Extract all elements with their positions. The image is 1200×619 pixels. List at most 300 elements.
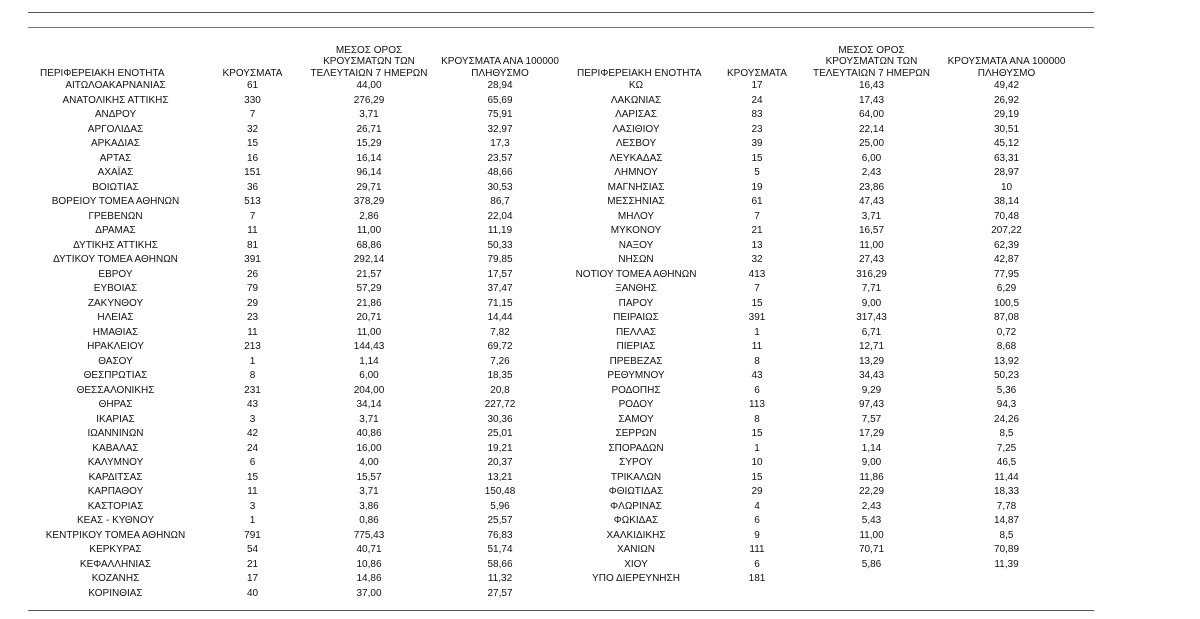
table-row (565, 442, 1077, 457)
cases-cell: 11 (247, 326, 258, 338)
cases-cell: 21 (246, 558, 259, 570)
region-cell: ΚΑΡΠΑΘΟΥ (87, 486, 144, 497)
cases-cell: 61 (246, 80, 259, 91)
avg7-cell: 4,00 (359, 457, 379, 468)
per100k-cell: 38,14 (993, 196, 1020, 207)
avg7-cell: 68,86 (356, 239, 382, 251)
per100k-cell (936, 572, 1077, 587)
avg7-cell: 1,14 (359, 355, 379, 367)
avg7-cell: 11,00 (859, 239, 884, 251)
avg7-cell: 40,86 (356, 428, 382, 439)
avg7-cell: 15,29 (356, 138, 382, 149)
cases-cell: 1 (754, 326, 760, 338)
region-cell: ΙΚΑΡΙΑΣ (96, 413, 135, 425)
left-table-body (28, 79, 564, 601)
region-cell: ΠΑΡΟΥ (618, 297, 654, 309)
table-row (565, 355, 1077, 370)
region-cell: ΠΙΕΡΙΑΣ (616, 341, 656, 352)
cases-cell: 23 (751, 123, 763, 135)
cases-cell: 13 (751, 239, 763, 251)
table-row (28, 572, 564, 587)
region-cell: ΦΛΩΡΙΝΑΣ (610, 500, 662, 512)
table-row (28, 94, 564, 109)
region-cell: ΘΑΣΟΥ (98, 355, 133, 367)
table-row (565, 340, 1077, 355)
per100k-cell: 86,7 (490, 196, 510, 207)
table-row (28, 195, 564, 210)
header-cases: ΚΡΟΥΣΜΑΤΑ (727, 67, 787, 79)
cases-cell: 11 (247, 225, 258, 236)
per100k-cell: 14,87 (993, 515, 1020, 526)
header-region: ΠΕΡΙΦΕΡΕΙΑΚΗ ΕΝΟΤΗΤΑ (40, 67, 165, 79)
avg7-cell: 70,71 (858, 544, 885, 555)
per100k-cell: 14,44 (487, 312, 513, 323)
cases-cell: 8 (754, 355, 760, 367)
cases-cell: 7 (754, 210, 760, 222)
region-cell: ΓΡΕΒΕΝΩΝ (88, 210, 143, 222)
table-row (28, 514, 564, 529)
region-cell: ΗΛΕΙΑΣ (97, 312, 134, 323)
avg7-cell: 14,86 (356, 573, 382, 584)
cases-cell: 330 (244, 94, 261, 106)
cases-cell: 32 (751, 254, 763, 265)
header-per100k: ΚΡΟΥΣΜΑΤΑ ΑΝΑ 100000 ΠΛΗΘΥΣΜΟ (947, 56, 1066, 79)
table-row (28, 369, 564, 384)
cases-cell: 391 (244, 254, 261, 265)
avg7-cell: 64,00 (858, 109, 885, 120)
table-row (28, 543, 564, 558)
region-cell: ΠΕΙΡΑΙΩΣ (613, 312, 659, 323)
per100k-cell: 70,48 (993, 210, 1020, 222)
region-cell: ΣΥΡΟΥ (619, 457, 653, 468)
cases-cell: 15 (751, 428, 763, 439)
table-row (28, 224, 564, 239)
table-row (28, 427, 564, 442)
cases-cell: 15 (246, 138, 259, 149)
avg7-cell: 378,29 (353, 196, 385, 207)
cases-cell: 16 (246, 152, 259, 164)
table-row (565, 253, 1077, 268)
table-row (28, 268, 564, 283)
avg7-cell: 6,00 (861, 152, 882, 164)
region-cell: ΥΠΟ ΔΙΕΡΕΥΝΗΣΗ (592, 573, 680, 584)
per100k-cell: 11,32 (487, 573, 513, 584)
cases-cell: 9 (754, 529, 760, 541)
region-cell: ΝΗΣΩΝ (618, 254, 654, 265)
table-row (28, 311, 564, 326)
table-row (28, 456, 564, 471)
cases-cell: 7 (249, 210, 256, 222)
per100k-cell: 23,57 (487, 152, 513, 164)
per100k-cell: 28,94 (487, 80, 513, 91)
per100k-cell: 100,5 (993, 297, 1020, 309)
region-cell: ΚΕΑΣ - ΚΥΘΝΟΥ (77, 515, 154, 526)
table-row (28, 253, 564, 268)
avg7-cell: 22,14 (858, 123, 885, 135)
per100k-cell: 50,23 (993, 370, 1020, 381)
cases-cell: 79 (246, 283, 259, 294)
per100k-cell: 87,08 (993, 312, 1020, 323)
avg7-cell: 21,57 (356, 268, 382, 280)
region-cell: ΡΕΘΥΜΝΟΥ (607, 370, 665, 381)
table-row (28, 282, 564, 297)
avg7-cell: 7,71 (861, 283, 882, 294)
per100k-cell: 63,31 (993, 152, 1020, 164)
per100k-cell: 5,96 (490, 500, 510, 512)
region-cell: ΗΜΑΘΙΑΣ (92, 326, 139, 338)
per100k-cell: 27,57 (487, 587, 513, 599)
per100k-cell: 8,5 (999, 529, 1014, 541)
avg7-cell: 16,00 (356, 442, 382, 454)
per100k-cell: 32,97 (487, 123, 513, 135)
table-row (28, 587, 564, 602)
cases-cell: 81 (246, 239, 259, 251)
cases-cell: 24 (751, 94, 763, 106)
cases-cell: 181 (748, 573, 766, 584)
cases-cell: 111 (749, 544, 765, 555)
cases-cell: 413 (748, 268, 766, 280)
region-cell: ΖΑΚΥΝΘΟΥ (87, 297, 144, 309)
table-row (565, 558, 1077, 573)
per100k-cell: 45,12 (993, 138, 1020, 149)
per100k-cell: 77,95 (993, 268, 1020, 280)
region-cell: ΚΟΖΑΝΗΣ (91, 573, 140, 584)
region-cell: ΠΡΕΒΕΖΑΣ (609, 355, 663, 367)
per100k-cell: 69,72 (487, 341, 513, 352)
table-row (565, 210, 1077, 225)
avg7-cell: 57,29 (356, 283, 382, 294)
region-cell: ΠΕΛΛΑΣ (615, 326, 657, 338)
region-cell: ΘΕΣΣΑΛΟΝΙΚΗΣ (76, 384, 155, 396)
per100k-cell: 46,5 (996, 457, 1017, 468)
per100k-cell: 8,68 (996, 341, 1017, 352)
per100k-cell: 0,72 (996, 326, 1017, 338)
region-cell: ΚΕΝΤΡΙΚΟΥ ΤΟΜΕΑ ΑΘΗΝΩΝ (45, 529, 186, 541)
cases-cell: 1 (249, 515, 256, 526)
table-row (28, 166, 564, 181)
table-row (565, 181, 1077, 196)
per100k-cell: 62,39 (993, 239, 1020, 251)
avg7-cell: 2,43 (861, 167, 882, 178)
per100k-cell: 13,21 (487, 471, 513, 483)
cases-cell: 1 (754, 442, 760, 454)
per100k-cell: 207,22 (991, 225, 1022, 236)
per100k-cell: 20,8 (490, 384, 510, 396)
avg7-cell: 23,86 (858, 181, 885, 193)
avg7-cell: 11,00 (356, 225, 382, 236)
region-cell: ΣΕΡΡΩΝ (615, 428, 657, 439)
per100k-cell: 25,57 (487, 515, 513, 526)
left-cases-table (28, 36, 564, 601)
avg7-cell: 317,43 (856, 312, 887, 323)
region-cell: ΒΟΡΕΙΟΥ ΤΟΜΕΑ ΑΘΗΝΩΝ (51, 196, 180, 207)
avg7-cell: 5,86 (861, 558, 882, 570)
region-cell: ΡΟΔΟΠΗΣ (611, 384, 661, 396)
region-cell: ΑΝΔΡΟΥ (94, 109, 137, 120)
per100k-cell: 75,91 (487, 109, 513, 120)
table-row (565, 427, 1077, 442)
table-row (28, 558, 564, 573)
cases-cell: 17 (751, 80, 763, 91)
region-cell: ΦΩΚΙΔΑΣ (613, 515, 659, 526)
region-cell: ΒΟΙΩΤΙΑΣ (92, 181, 139, 193)
table-row (565, 297, 1077, 312)
region-cell: ΑΧΑΪΑΣ (97, 167, 134, 178)
per100k-cell: 28,97 (993, 167, 1020, 178)
cases-cell: 21 (751, 225, 763, 236)
cases-cell: 8 (754, 413, 760, 425)
avg7-cell: 34,43 (858, 370, 885, 381)
avg7-cell: 44,00 (356, 80, 382, 91)
avg7-cell: 12,71 (858, 341, 885, 352)
table-row (565, 514, 1077, 529)
table-row (565, 500, 1077, 515)
per100k-cell: 37,47 (487, 283, 513, 294)
region-cell: ΝΑΞΟΥ (618, 239, 654, 251)
avg7-cell (807, 572, 936, 587)
avg7-cell: 3,86 (359, 500, 379, 512)
per100k-cell: 8,5 (999, 428, 1014, 439)
top-rule (28, 12, 1094, 13)
avg7-cell: 29,71 (356, 181, 382, 193)
region-cell: ΣΑΜΟΥ (618, 413, 654, 425)
region-cell: ΕΒΡΟΥ (98, 268, 133, 280)
per100k-cell: 71,15 (487, 297, 513, 309)
cases-cell: 32 (246, 123, 259, 135)
table-row (565, 239, 1077, 254)
region-cell: ΧΙΟΥ (624, 558, 648, 570)
table-row (28, 137, 564, 152)
per100k-cell: 51,74 (487, 544, 513, 555)
region-cell: ΔΥΤΙΚΗΣ ΑΤΤΙΚΗΣ (73, 239, 158, 251)
avg7-cell: 10,86 (356, 558, 382, 570)
per100k-cell: 17,57 (487, 268, 513, 280)
region-cell: ΔΡΑΜΑΣ (95, 225, 136, 236)
region-cell: ΙΩΑΝΝΙΝΩΝ (87, 428, 144, 439)
per100k-cell: 18,35 (487, 370, 513, 381)
cases-cell: 39 (751, 138, 763, 149)
per100k-cell: 11,19 (487, 225, 513, 236)
avg7-cell: 775,43 (353, 529, 385, 541)
cases-cell: 29 (246, 297, 259, 309)
cases-cell: 3 (249, 500, 256, 512)
avg7-cell: 9,00 (861, 297, 882, 309)
table-row (28, 297, 564, 312)
per100k-cell: 79,85 (487, 254, 513, 265)
per100k-cell: 26,92 (993, 94, 1020, 106)
avg7-cell: 9,29 (861, 384, 882, 396)
table-row (565, 282, 1077, 297)
per100k-cell: 13,92 (993, 355, 1020, 367)
avg7-cell: 11,00 (859, 529, 884, 541)
avg7-cell: 40,71 (356, 544, 382, 555)
avg7-cell: 0,86 (359, 515, 379, 526)
table-row (565, 398, 1077, 413)
per100k-cell: 22,04 (487, 210, 513, 222)
cases-cell: 40 (246, 587, 259, 599)
per100k-cell: 11,39 (994, 558, 1019, 570)
region-cell: ΛΕΥΚΑΔΑΣ (609, 152, 663, 164)
avg7-cell: 17,29 (858, 428, 885, 439)
region-cell: ΜΥΚΟΝΟΥ (610, 225, 662, 236)
avg7-cell: 2,86 (359, 210, 379, 222)
per100k-cell: 70,89 (993, 544, 1020, 555)
table-row (28, 326, 564, 341)
avg7-cell: 16,57 (858, 225, 885, 236)
cases-cell: 43 (246, 399, 259, 410)
avg7-cell: 7,57 (861, 413, 882, 425)
region-cell: ΣΠΟΡΑΔΩΝ (608, 442, 664, 454)
cases-cell: 15 (751, 297, 763, 309)
region-cell: ΑΙΤΩΛΟΑΚΑΡΝΑΝΙΑΣ (65, 80, 166, 91)
cases-cell: 113 (749, 399, 765, 410)
avg7-cell: 47,43 (858, 196, 885, 207)
table-row (565, 94, 1077, 109)
per100k-cell: 29,19 (993, 109, 1020, 120)
per100k-cell: 7,26 (490, 355, 510, 367)
avg7-cell: 316,29 (856, 268, 887, 280)
cases-cell: 5 (754, 167, 760, 178)
table-row (565, 529, 1077, 544)
region-cell: ΧΑΝΙΩΝ (616, 544, 656, 555)
region-cell: ΚΟΡΙΝΘΙΑΣ (88, 587, 143, 599)
table-row (565, 413, 1077, 428)
cases-cell: 6 (754, 384, 760, 396)
header-cases: ΚΡΟΥΣΜΑΤΑ (222, 67, 283, 79)
avg7-cell: 27,43 (858, 254, 885, 265)
per100k-cell: 7,82 (490, 326, 510, 338)
avg7-cell: 13,29 (858, 355, 885, 367)
avg7-cell: 276,29 (353, 94, 385, 106)
table-row (565, 572, 1077, 587)
per100k-cell: 76,83 (487, 529, 513, 541)
table-row (565, 456, 1077, 471)
avg7-cell: 16,14 (356, 152, 382, 164)
cases-cell: 15 (246, 471, 259, 483)
cases-cell: 29 (751, 486, 763, 497)
cases-cell: 6 (754, 515, 760, 526)
avg7-cell: 34,14 (356, 399, 382, 410)
region-cell: ΛΕΣΒΟΥ (615, 138, 657, 149)
region-cell: ΚΑΛΥΜΝΟΥ (87, 457, 144, 468)
per100k-cell: 24,26 (993, 413, 1020, 425)
cases-cell: 26 (246, 268, 259, 280)
left-header-row (28, 36, 564, 79)
table-row (28, 152, 564, 167)
avg7-cell: 3,71 (359, 413, 379, 425)
per100k-cell: 30,51 (993, 123, 1020, 135)
avg7-cell: 1,14 (861, 442, 882, 454)
table-row (565, 166, 1077, 181)
header-avg7: ΜΕΣΟΣ ΟΡΟΣ ΚΡΟΥΣΜΑΤΩΝ ΤΩΝ ΤΕΛΕΥΤΑΙΩΝ 7 ΗΜΕΡΩΝ (310, 44, 428, 79)
per100k-cell: 25,01 (487, 428, 513, 439)
avg7-cell: 11,00 (356, 326, 382, 338)
region-cell: ΑΡΓΟΛΙΔΑΣ (87, 123, 144, 135)
header-per100k: ΚΡΟΥΣΜΑΤΑ ΑΝΑ 100000 ΠΛΗΘΥΣΜΟ (441, 56, 559, 79)
right-cases-table (565, 36, 1077, 587)
cases-cell: 6 (754, 558, 760, 570)
avg7-cell: 25,00 (858, 138, 885, 149)
table-row (28, 239, 564, 254)
avg7-cell: 2,43 (861, 500, 882, 512)
table-row (28, 384, 564, 399)
table-row (565, 195, 1077, 210)
region-cell: ΧΑΛΚΙΔΙΚΗΣ (606, 529, 666, 541)
per100k-cell: 30,36 (487, 413, 513, 425)
region-cell: ΡΟΔΟΥ (618, 399, 654, 410)
per100k-cell: 20,37 (487, 457, 513, 468)
avg7-cell: 3,71 (359, 109, 379, 120)
per100k-cell: 30,53 (487, 181, 513, 193)
avg7-cell: 16,43 (858, 80, 885, 91)
table-row (28, 340, 564, 355)
avg7-cell: 20,71 (356, 312, 382, 323)
avg7-cell: 17,43 (858, 94, 885, 106)
region-cell: ΑΡΤΑΣ (99, 152, 132, 164)
cases-cell: 513 (244, 196, 261, 207)
avg7-cell: 15,57 (356, 471, 382, 483)
avg7-cell: 3,71 (359, 486, 379, 497)
region-cell: ΘΕΣΠΡΩΤΙΑΣ (83, 370, 148, 381)
per100k-cell: 19,21 (487, 442, 513, 454)
per100k-cell: 94,3 (996, 399, 1017, 410)
region-cell: ΕΥΒΟΙΑΣ (93, 283, 138, 294)
per100k-cell: 18,33 (993, 486, 1020, 497)
region-cell: ΚΩ (628, 80, 644, 91)
region-cell: ΚΑΒΑΛΑΣ (92, 442, 139, 454)
avg7-cell: 292,14 (353, 254, 385, 265)
per100k-cell: 42,87 (993, 254, 1020, 265)
table-row (565, 471, 1077, 486)
region-cell: ΑΡΚΑΔΙΑΣ (91, 138, 140, 149)
region-cell: ΜΕΣΣΗΝΙΑΣ (607, 196, 665, 207)
cases-cell: 10 (751, 457, 763, 468)
table-row (565, 485, 1077, 500)
table-row (565, 326, 1077, 341)
table-row (28, 398, 564, 413)
per100k-cell: 11,44 (994, 471, 1019, 483)
table-row (28, 181, 564, 196)
cases-cell: 36 (246, 181, 259, 193)
cases-cell: 15 (751, 152, 763, 164)
region-cell: ΘΗΡΑΣ (98, 399, 133, 410)
region-cell: ΔΥΤΙΚΟΥ ΤΟΜΕΑ ΑΘΗΝΩΝ (53, 254, 178, 265)
cases-cell: 1 (249, 355, 256, 367)
cases-cell: 54 (246, 544, 259, 555)
cases-cell: 24 (246, 442, 259, 454)
table-row (28, 210, 564, 225)
per100k-cell: 49,42 (993, 80, 1020, 91)
cases-cell: 7 (249, 109, 256, 120)
cases-cell: 791 (244, 529, 261, 541)
region-cell: ΗΡΑΚΛΕΙΟΥ (87, 341, 144, 352)
per100k-cell: 5,36 (996, 384, 1017, 396)
per100k-cell: 227,72 (484, 399, 516, 410)
per100k-cell: 48,66 (487, 167, 513, 178)
avg7-cell: 5,43 (861, 515, 882, 526)
region-cell: ΤΡΙΚΑΛΩΝ (610, 471, 662, 483)
region-cell: ΛΑΚΩΝΙΑΣ (610, 94, 662, 106)
right-table-body (565, 79, 1077, 587)
header-rule (28, 27, 1094, 28)
region-cell: ΜΑΓΝΗΣΙΑΣ (607, 181, 665, 193)
table-row (28, 108, 564, 123)
region-cell: ΛΑΡΙΣΑΣ (615, 109, 657, 120)
table-row (28, 485, 564, 500)
table-row (565, 384, 1077, 399)
cases-cell: 213 (244, 341, 261, 352)
avg7-cell: 26,71 (356, 123, 382, 135)
